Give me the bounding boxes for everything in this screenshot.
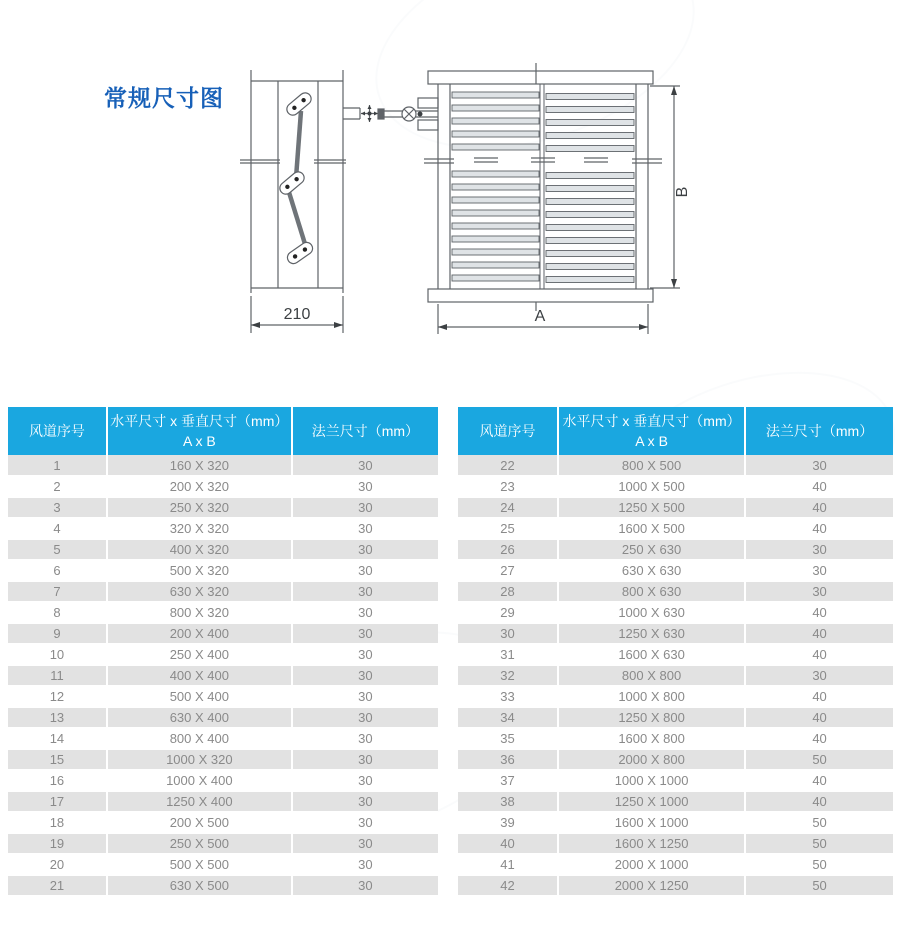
flange-cell: 30 [292, 770, 438, 791]
table-row [8, 623, 438, 644]
flange-cell: 30 [745, 581, 893, 602]
flange-cell: 40 [745, 602, 893, 623]
table-row [8, 560, 438, 581]
dimension-cell: 1250 X 400 [107, 791, 292, 812]
dimension-cell: 800 X 500 [558, 455, 745, 476]
flange-cell: 40 [745, 686, 893, 707]
duct-index-cell: 26 [458, 539, 558, 560]
table-row [8, 497, 438, 518]
duct-index-cell: 5 [8, 539, 107, 560]
page-title: 常规尺寸图 [104, 85, 224, 111]
table-row [8, 686, 438, 707]
front-view-width-label: A [534, 308, 546, 325]
duct-index-cell: 36 [458, 749, 558, 770]
table-row [458, 623, 893, 644]
table-row [8, 875, 438, 896]
dimension-cell: 1250 X 500 [558, 497, 745, 518]
duct-index-cell: 1 [8, 455, 107, 476]
duct-index-cell: 10 [8, 644, 107, 665]
dimension-cell: 250 X 320 [107, 497, 292, 518]
dimension-cell: 250 X 400 [107, 644, 292, 665]
duct-index-cell: 29 [458, 602, 558, 623]
flange-cell: 40 [745, 623, 893, 644]
dimension-cell: 800 X 400 [107, 728, 292, 749]
module-joint [424, 158, 662, 163]
duct-index-cell: 31 [458, 644, 558, 665]
side-view-depth-label: 210 [283, 306, 311, 323]
duct-index-cell: 21 [8, 875, 107, 896]
table-row [8, 749, 438, 770]
duct-index-cell: 39 [458, 812, 558, 833]
flange-cell: 30 [292, 539, 438, 560]
table-header-row [458, 407, 893, 455]
flange-cell: 40 [745, 791, 893, 812]
duct-index-cell: 19 [8, 833, 107, 854]
col-header-dimensions [107, 407, 292, 455]
duct-index-cell: 18 [8, 812, 107, 833]
col-header-duct-index: 风道序号 [458, 407, 558, 455]
table-row [458, 518, 893, 539]
dimension-cell: 250 X 500 [107, 833, 292, 854]
table-row [458, 476, 893, 497]
duct-index-cell: 33 [458, 686, 558, 707]
dimension-cell: 2000 X 800 [558, 749, 745, 770]
flange-cell: 30 [292, 728, 438, 749]
duct-index-cell: 14 [8, 728, 107, 749]
dimension-cell: 320 X 320 [107, 518, 292, 539]
dimension-cell: 1600 X 1250 [558, 833, 745, 854]
dimension-cell: 800 X 630 [558, 581, 745, 602]
duct-index-cell: 15 [8, 749, 107, 770]
col-header-flange: 法兰尺寸（mm） [745, 407, 893, 455]
dimension-cell: 1250 X 800 [558, 707, 745, 728]
duct-index-cell: 22 [458, 455, 558, 476]
dimension-cell: 630 X 500 [107, 875, 292, 896]
flange-cell: 30 [292, 644, 438, 665]
dimension-cell: 1000 X 320 [107, 749, 292, 770]
dimension-cell: 630 X 630 [558, 560, 745, 581]
dimension-cell: 200 X 500 [107, 812, 292, 833]
duct-index-cell: 8 [8, 602, 107, 623]
flange-cell: 40 [745, 770, 893, 791]
table-row [458, 707, 893, 728]
duct-index-cell: 23 [458, 476, 558, 497]
duct-index-cell: 17 [8, 791, 107, 812]
flange-cell: 40 [745, 518, 893, 539]
duct-index-cell: 7 [8, 581, 107, 602]
dimension-cell: 1000 X 1000 [558, 770, 745, 791]
dimension-cell: 400 X 400 [107, 665, 292, 686]
table-row [8, 455, 438, 476]
table-row [458, 812, 893, 833]
duct-index-cell: 4 [8, 518, 107, 539]
table-row [8, 728, 438, 749]
col-header-dimensions-line2: A x B [182, 433, 216, 449]
flange-cell: 50 [745, 812, 893, 833]
duct-index-cell: 34 [458, 707, 558, 728]
duct-index-cell: 16 [8, 770, 107, 791]
dimension-cell: 250 X 630 [558, 539, 745, 560]
flange-cell: 30 [292, 749, 438, 770]
drive-shaft [378, 98, 438, 130]
duct-index-cell: 27 [458, 560, 558, 581]
table-row [458, 686, 893, 707]
col-header-dimensions-line2: A x B [635, 433, 668, 449]
flange-cell: 30 [292, 497, 438, 518]
duct-index-cell: 20 [8, 854, 107, 875]
table-row [458, 791, 893, 812]
table-row [8, 476, 438, 497]
flange-cell: 40 [745, 476, 893, 497]
table-row [458, 728, 893, 749]
duct-index-cell: 13 [8, 707, 107, 728]
flange-cell: 50 [745, 875, 893, 896]
actuator-cross-icon [361, 105, 378, 122]
flange-cell: 30 [292, 791, 438, 812]
duct-index-cell: 28 [458, 581, 558, 602]
dimension-cell: 630 X 400 [107, 707, 292, 728]
front-view-drawing [378, 63, 691, 334]
louver-blades-lower [452, 171, 634, 283]
table-row [458, 581, 893, 602]
flange-cell: 30 [745, 665, 893, 686]
table-row [458, 875, 893, 896]
table-row [8, 665, 438, 686]
duct-index-cell: 37 [458, 770, 558, 791]
dimension-cell: 400 X 320 [107, 539, 292, 560]
flange-cell: 30 [292, 581, 438, 602]
duct-index-cell: 42 [458, 875, 558, 896]
duct-size-table-right [458, 407, 893, 897]
dimension-cell: 630 X 320 [107, 581, 292, 602]
flange-cell: 30 [292, 623, 438, 644]
duct-index-cell: 25 [458, 518, 558, 539]
duct-index-cell: 9 [8, 623, 107, 644]
flange-cell: 30 [292, 833, 438, 854]
table-row [8, 602, 438, 623]
linkage-plate [277, 169, 306, 196]
flange-cell: 40 [745, 728, 893, 749]
duct-index-cell: 2 [8, 476, 107, 497]
linkage-plate [285, 240, 315, 266]
duct-index-cell: 30 [458, 623, 558, 644]
dimension-cell: 1600 X 630 [558, 644, 745, 665]
flange-cell: 30 [745, 455, 893, 476]
front-view-height-label: B [674, 186, 691, 198]
table-row [458, 644, 893, 665]
duct-index-cell: 41 [458, 854, 558, 875]
dimension-cell: 1600 X 1000 [558, 812, 745, 833]
damper-dimension-diagram [228, 56, 728, 351]
col-header-flange: 法兰尺寸（mm） [292, 407, 438, 455]
table-row [458, 455, 893, 476]
flange-cell: 30 [292, 665, 438, 686]
dimension-cell: 800 X 320 [107, 602, 292, 623]
flange-cell: 30 [292, 476, 438, 497]
louver-blades-upper [452, 92, 634, 152]
flange-cell: 30 [292, 812, 438, 833]
flange-cell: 30 [292, 686, 438, 707]
table-row [458, 602, 893, 623]
table-row [8, 707, 438, 728]
table-row [458, 833, 893, 854]
table-row [8, 539, 438, 560]
dimension-cell: 200 X 400 [107, 623, 292, 644]
flange-cell: 40 [745, 497, 893, 518]
table-row [8, 791, 438, 812]
table-row [458, 770, 893, 791]
table-row [8, 518, 438, 539]
flange-cell: 50 [745, 854, 893, 875]
flange-cell: 30 [292, 707, 438, 728]
flange-cell: 30 [745, 560, 893, 581]
dimension-cell: 1600 X 500 [558, 518, 745, 539]
table-row [458, 497, 893, 518]
dimension-cell: 1000 X 400 [107, 770, 292, 791]
flange-cell: 30 [745, 539, 893, 560]
dimension-cell: 2000 X 1000 [558, 854, 745, 875]
table-row [458, 539, 893, 560]
dimension-cell: 2000 X 1250 [558, 875, 745, 896]
dimension-cell: 800 X 800 [558, 665, 745, 686]
col-header-dimensions [558, 407, 745, 455]
flange-cell: 30 [292, 518, 438, 539]
table-row [8, 854, 438, 875]
dimension-cell: 500 X 320 [107, 560, 292, 581]
table-row [458, 560, 893, 581]
table-row [458, 749, 893, 770]
table-row [8, 812, 438, 833]
table-row [8, 581, 438, 602]
duct-index-cell: 32 [458, 665, 558, 686]
side-view-drawing [240, 70, 378, 333]
dimension-cell: 1000 X 630 [558, 602, 745, 623]
col-header-duct-index: 风道序号 [8, 407, 107, 455]
col-header-dimensions-line1: 水平尺寸 x 垂直尺寸（mm） [562, 412, 741, 429]
duct-size-table-left [8, 407, 438, 897]
dimension-cell: 1000 X 800 [558, 686, 745, 707]
table-row [458, 854, 893, 875]
flange-cell: 30 [292, 602, 438, 623]
dimension-cell: 200 X 320 [107, 476, 292, 497]
flange-cell: 40 [745, 707, 893, 728]
table-header-row [8, 407, 438, 455]
flange-cell: 40 [745, 644, 893, 665]
dimension-cell: 500 X 500 [107, 854, 292, 875]
table-row [8, 644, 438, 665]
duct-index-cell: 35 [458, 728, 558, 749]
duct-index-cell: 12 [8, 686, 107, 707]
flange-cell: 30 [292, 875, 438, 896]
duct-index-cell: 11 [8, 665, 107, 686]
flange-cell: 30 [292, 854, 438, 875]
dimension-cell: 1250 X 1000 [558, 791, 745, 812]
duct-index-cell: 40 [458, 833, 558, 854]
flange-cell: 50 [745, 833, 893, 854]
flange-cell: 30 [292, 560, 438, 581]
dimension-cell: 1000 X 500 [558, 476, 745, 497]
duct-index-cell: 3 [8, 497, 107, 518]
dimension-cell: 160 X 320 [107, 455, 292, 476]
table-row [8, 833, 438, 854]
table-row [458, 665, 893, 686]
dimension-cell: 1600 X 800 [558, 728, 745, 749]
flange-cell: 50 [745, 749, 893, 770]
duct-index-cell: 24 [458, 497, 558, 518]
col-header-dimensions-line1: 水平尺寸 x 垂直尺寸（mm） [110, 412, 289, 429]
dimension-cell: 500 X 400 [107, 686, 292, 707]
duct-index-cell: 38 [458, 791, 558, 812]
dimension-cell: 1250 X 630 [558, 623, 745, 644]
duct-index-cell: 6 [8, 560, 107, 581]
flange-cell: 30 [292, 455, 438, 476]
table-row [8, 770, 438, 791]
